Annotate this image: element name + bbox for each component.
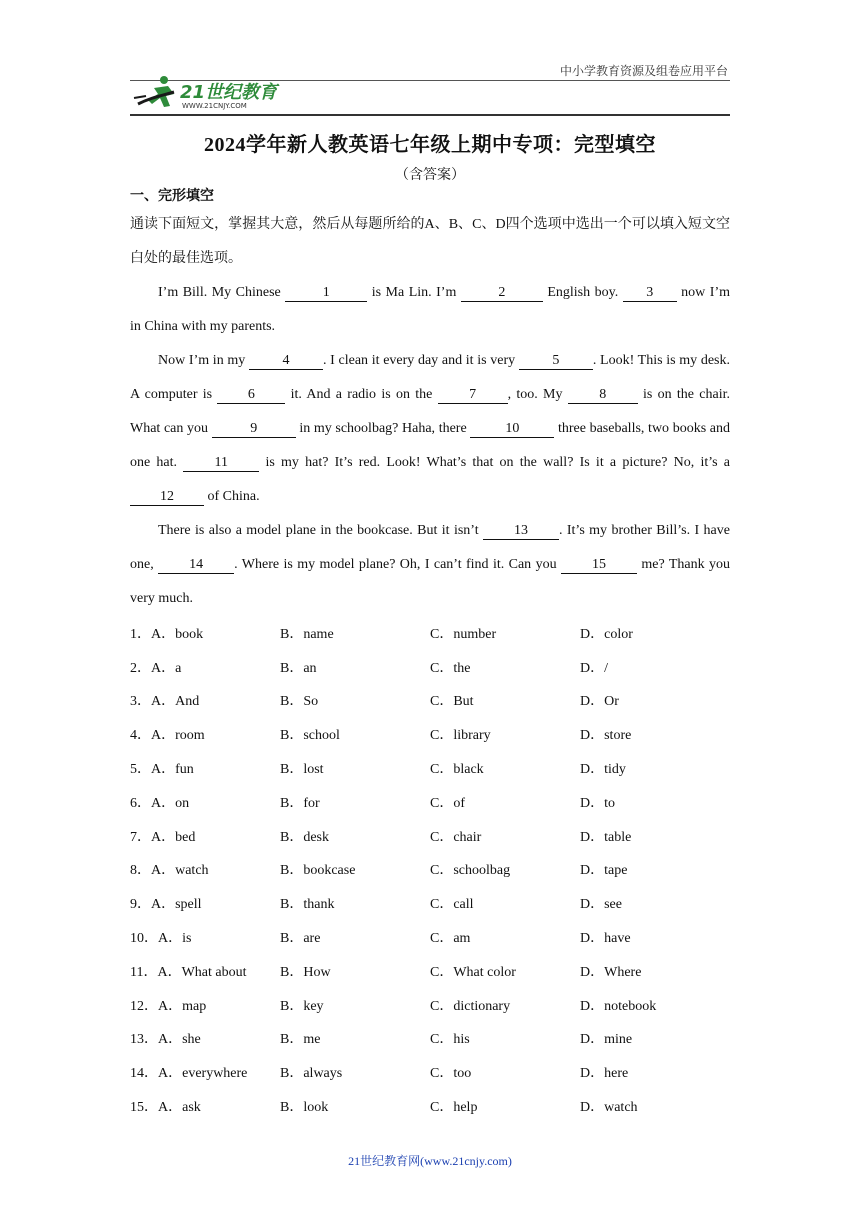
option-b: [280, 927, 430, 947]
option-text: A．room: [151, 728, 205, 744]
option-c: [430, 623, 580, 643]
option-text: D．table: [580, 829, 632, 845]
question-number: 2．: [130, 660, 151, 676]
page-subtitle: （含答案）: [395, 168, 465, 183]
option-text: C．black: [430, 762, 484, 778]
option-text: A．everywhere: [158, 1066, 248, 1082]
option-a: [130, 724, 280, 744]
option-b: [280, 623, 430, 643]
logo-21cnjy: [130, 74, 300, 112]
option-text: A．she: [158, 1032, 201, 1048]
option-text: A．fun: [151, 762, 194, 778]
option-a: [130, 657, 280, 677]
option-d: [580, 961, 730, 981]
option-d: [580, 1096, 730, 1116]
question-row: [130, 954, 730, 988]
option-d: [580, 724, 730, 744]
option-b: [280, 792, 430, 812]
passage-text: is Ma Lin. I’m: [367, 285, 461, 300]
option-text: B．How: [280, 964, 331, 980]
option-text: D．Or: [580, 694, 619, 710]
option-text: A．What about: [157, 964, 247, 980]
option-d: [580, 792, 730, 812]
option-b: [280, 690, 430, 710]
question-row: [130, 819, 730, 853]
option-d: [580, 657, 730, 677]
passage-text: me? Thank you very much.: [130, 557, 731, 606]
passage-text: of China.: [204, 489, 260, 504]
option-d: [580, 893, 730, 913]
question-number: 1．: [130, 626, 151, 642]
option-a: [130, 758, 280, 778]
blank-11: 11: [183, 455, 259, 472]
option-a: [130, 961, 280, 981]
option-text: B．bookcase: [280, 863, 356, 879]
question-row: [130, 1055, 730, 1089]
passage-paragraph-1: [130, 276, 730, 344]
question-row: [130, 886, 730, 920]
blank-14: 14: [158, 557, 234, 574]
section-heading: 一、完形填空: [130, 189, 214, 204]
option-a: [130, 995, 280, 1015]
option-text: C．too: [430, 1066, 472, 1082]
option-text: D．mine: [580, 1032, 633, 1048]
option-b: [280, 1062, 430, 1082]
option-a: [130, 1062, 280, 1082]
option-text: D．to: [580, 795, 615, 811]
option-text: D．/: [580, 660, 608, 676]
blank-13: 13: [483, 523, 559, 540]
option-text: C．of: [430, 795, 465, 811]
option-a: [130, 826, 280, 846]
blank-10: 10: [470, 421, 554, 438]
question-number: 7．: [130, 829, 151, 845]
site-tag: 中小学教育资源及组卷应用平台: [559, 64, 728, 78]
passage-text: now I’m in China with my parents.: [130, 285, 730, 334]
option-c: [430, 724, 580, 744]
option-text: C．dictionary: [430, 998, 511, 1014]
option-text: A．watch: [151, 863, 209, 879]
option-text: D．color: [580, 626, 633, 642]
question-row: [130, 785, 730, 819]
option-a: [130, 623, 280, 643]
passage-text: it. And a radio is on the: [285, 387, 438, 402]
option-text: D．watch: [580, 1100, 638, 1116]
passage-text: There is also a model plane in the bookcase. But it isn’t: [158, 523, 483, 538]
option-text: C．chair: [430, 829, 482, 845]
question-options: [130, 616, 730, 1123]
option-b: [280, 995, 430, 1015]
option-c: [430, 859, 580, 879]
option-b: [280, 724, 430, 744]
option-a: [130, 1028, 280, 1048]
blank-15: 15: [561, 557, 637, 574]
option-b: [280, 1096, 430, 1116]
passage-text: in my schoolbag? Haha, there: [295, 421, 471, 436]
blank-6: 6: [217, 387, 285, 404]
option-b: [280, 826, 430, 846]
page-title: 2024学年新人教英语七年级上期中专项：完型填空: [204, 134, 656, 156]
option-d: [580, 758, 730, 778]
option-b: [280, 1028, 430, 1048]
option-text: A．a: [151, 660, 182, 676]
option-text: D．store: [580, 728, 632, 744]
option-text: C．But: [430, 694, 474, 710]
passage-text: , too. My: [507, 387, 568, 402]
blank-2: 2: [461, 285, 543, 302]
passage-text: three baseballs, two books and one hat.: [130, 421, 731, 470]
option-d: [580, 690, 730, 710]
option-text: A．on: [151, 795, 190, 811]
option-text: A．ask: [158, 1100, 201, 1116]
option-b: [280, 893, 430, 913]
question-row: [130, 1022, 730, 1056]
option-c: [430, 893, 580, 913]
document-body: [130, 186, 730, 1123]
option-text: D．here: [580, 1066, 629, 1082]
passage-text: I’m Bill. My Chinese: [158, 285, 286, 300]
option-d: [580, 927, 730, 947]
option-c: [430, 690, 580, 710]
option-text: A．bed: [151, 829, 196, 845]
passage-paragraph-2: [130, 344, 730, 514]
passage-text: . Look! This is my desk. A computer is: [130, 353, 731, 402]
instruction-text: 通读下面短文，掌握其大意，然后从每题所给的A、B、C、D四个选项中选出一个可以填入短文空白处的最佳选项。: [130, 217, 730, 266]
question-number: 10．: [130, 931, 158, 947]
option-text: B．thank: [280, 897, 335, 913]
blank-9: 9: [212, 421, 296, 438]
question-number: 12．: [130, 998, 158, 1014]
option-text: A．And: [151, 694, 200, 710]
blank-7: 7: [438, 387, 508, 404]
option-text: B．for: [280, 795, 320, 811]
question-row: [130, 853, 730, 887]
option-c: [430, 657, 580, 677]
question-number: 3．: [130, 694, 151, 710]
option-text: D．notebook: [580, 998, 657, 1014]
option-c: [430, 826, 580, 846]
option-c: [430, 792, 580, 812]
svg-text:WWW.21CNJY.COM: WWW.21CNJY.COM: [182, 102, 247, 110]
option-text: D．have: [580, 931, 631, 947]
option-text: B．look: [280, 1100, 329, 1116]
question-row: [130, 920, 730, 954]
option-d: [580, 1028, 730, 1048]
blank-12: 12: [130, 489, 204, 506]
option-text: C．call: [430, 897, 474, 913]
question-number: 15．: [130, 1100, 158, 1116]
option-c: [430, 927, 580, 947]
option-d: [580, 859, 730, 879]
option-text: D．Where: [580, 964, 642, 980]
option-c: [430, 758, 580, 778]
option-a: [130, 893, 280, 913]
option-text: C．number: [430, 626, 497, 642]
option-c: [430, 995, 580, 1015]
option-text: C．his: [430, 1032, 470, 1048]
option-c: [430, 961, 580, 981]
option-d: [580, 826, 730, 846]
option-text: B．So: [280, 694, 319, 710]
option-text: B．school: [280, 728, 340, 744]
blank-8: 8: [568, 387, 638, 404]
passage-paragraph-3: [130, 514, 730, 616]
blank-1: 1: [285, 285, 367, 302]
passage-text: . It’s my brother Bill’s. I have one,: [130, 523, 730, 572]
passage-text: . Where is my model plane? Oh, I can’t find it. Can you: [234, 557, 561, 572]
option-text: C．schoolbag: [430, 863, 511, 879]
option-text: B．desk: [280, 829, 329, 845]
question-row: [130, 684, 730, 718]
question-number: 9．: [130, 897, 151, 913]
option-a: [130, 859, 280, 879]
passage-text: Now I’m in my: [158, 353, 249, 368]
blank-5: 5: [519, 353, 593, 370]
question-number: 5．: [130, 762, 151, 778]
option-text: D．tidy: [580, 762, 626, 778]
option-text: B．are: [280, 931, 321, 947]
question-row: [130, 717, 730, 751]
passage-text: is my hat? It’s red. Look! What’s that on the wall? Is it a picture? No, it’s a: [259, 455, 731, 470]
question-row: [130, 650, 730, 684]
option-d: [580, 995, 730, 1015]
option-text: C．the: [430, 660, 471, 676]
question-number: 4．: [130, 728, 151, 744]
option-d: [580, 1062, 730, 1082]
question-row: [130, 1089, 730, 1123]
option-text: C．library: [430, 728, 491, 744]
option-a: [130, 690, 280, 710]
question-row: [130, 751, 730, 785]
option-text: C．What color: [430, 964, 516, 980]
option-c: [430, 1096, 580, 1116]
option-d: [580, 623, 730, 643]
header-rule-thick: [130, 114, 730, 116]
passage-text: English boy.: [542, 285, 623, 300]
option-c: [430, 1028, 580, 1048]
option-text: A．is: [158, 931, 192, 947]
option-text: B．an: [280, 660, 317, 676]
option-a: [130, 1096, 280, 1116]
blank-3: 3: [623, 285, 677, 302]
option-text: D．see: [580, 897, 622, 913]
option-text: B．always: [280, 1066, 343, 1082]
option-c: [430, 1062, 580, 1082]
option-text: A．spell: [151, 897, 202, 913]
passage-text: . I clean it every day and it is very: [322, 353, 519, 368]
option-text: A．map: [158, 998, 207, 1014]
blank-4: 4: [249, 353, 323, 370]
option-a: [130, 792, 280, 812]
option-text: C．help: [430, 1100, 478, 1116]
option-text: B．key: [280, 998, 324, 1014]
option-text: C．am: [430, 931, 471, 947]
option-a: [130, 927, 280, 947]
option-b: [280, 961, 430, 981]
passage-text: is on the chair. What can you: [130, 387, 730, 436]
question-number: 14．: [130, 1066, 158, 1082]
svg-text:21世纪教育: 21世纪教育: [180, 82, 278, 103]
option-text: A．book: [151, 626, 204, 642]
question-number: 11．: [130, 964, 158, 980]
option-text: B．lost: [280, 762, 324, 778]
option-text: B．name: [280, 626, 334, 642]
question-number: 13．: [130, 1032, 158, 1048]
question-row: [130, 988, 730, 1022]
question-row: [130, 616, 730, 650]
option-b: [280, 657, 430, 677]
option-b: [280, 758, 430, 778]
question-number: 8．: [130, 863, 151, 879]
option-b: [280, 859, 430, 879]
option-text: B．me: [280, 1032, 321, 1048]
footer-source: 21世纪教育网(www.21cnjy.com): [348, 1154, 512, 1168]
question-number: 6．: [130, 795, 151, 811]
option-text: D．tape: [580, 863, 628, 879]
